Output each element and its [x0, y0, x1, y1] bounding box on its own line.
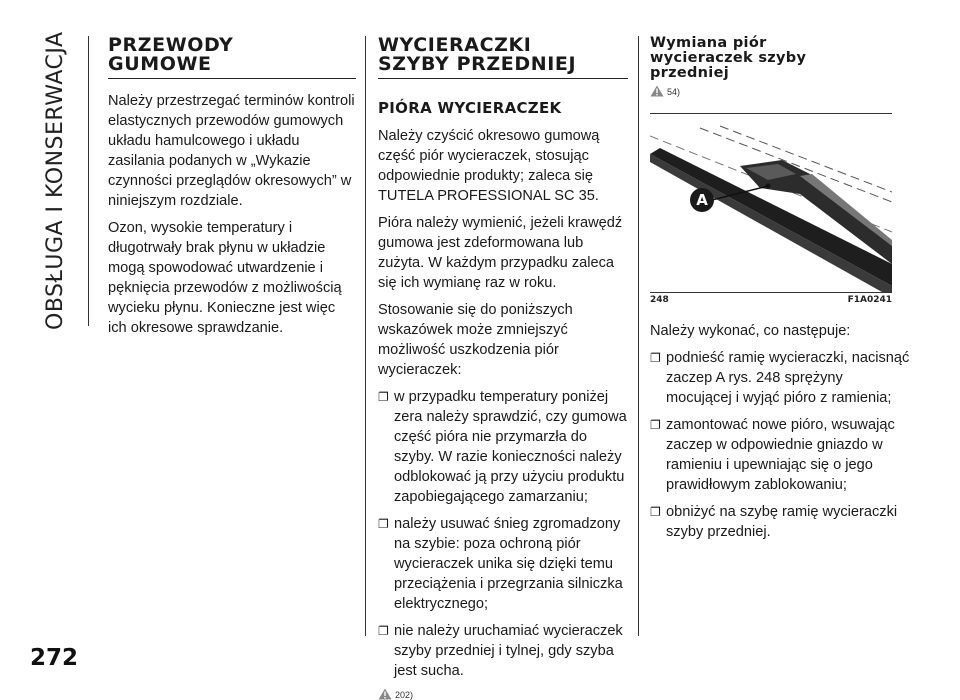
column-wiper-replacement — [650, 36, 910, 549]
list-item-text: podnieść ramię wycieraczki, nacisnąć zaczep A rys. 248 sprężyny mocującej i wyjąć pióro z ramienia; — [666, 350, 910, 406]
checkbox-bullet-icon: ❐ — [378, 624, 389, 638]
checkbox-bullet-icon: ❐ — [378, 517, 389, 531]
heading-line: WYCIERACZKI — [378, 34, 532, 56]
page-number: 272 — [30, 645, 79, 671]
column-divider — [88, 36, 89, 326]
list-item-text: obniżyć na szybę ramię wycieraczki szyby przedniej. — [666, 504, 898, 540]
wiper-blade-illustration — [650, 114, 892, 292]
checkbox-bullet-icon: ❐ — [650, 418, 661, 432]
paragraph: Ozon, wysokie temperatury i długotrwały brak płynu w układzie mogą spowodować utwardzenie i pęknięcia przewodów z możliwością wycieku płynu. Konieczne jest więc ich okresowe sprawdzanie. — [108, 220, 342, 336]
list-item — [650, 502, 910, 542]
section-sidebar-title: OBSŁUGA I KONSERWACJA — [43, 31, 68, 330]
paragraph: Pióra należy wymienić, jeżeli krawędź gumowa jest zdeformowana lub zużyta. W każdym przypadku zaleca się ich wymianę raz w roku. — [378, 215, 623, 291]
warning-reference — [378, 688, 628, 700]
warning-ref-number: 202) — [395, 690, 414, 700]
list-item — [378, 514, 628, 614]
list-item — [378, 621, 628, 681]
list-item-text: należy usuwać śnieg zgromadzony na szybie: poza ochroną piór wycieraczek unika się dzięki temu przeciążenia i przegrzania silniczka elektrycznego; — [394, 516, 623, 612]
checkbox-bullet-icon: ❐ — [650, 351, 661, 365]
heading-line: Wymiana piór — [650, 35, 767, 51]
warning-triangle-icon — [378, 688, 392, 700]
column-hoses — [108, 36, 356, 345]
heading-line: SZYBY PRZEDNIEJ — [378, 53, 577, 75]
list-item-text: w przypadku temperatury poniżej zera należy sprawdzić, czy gumowa część pióra nie przymarzła do szyby. W razie konieczności należy odblokować ją przy użyciu produktu zapobiegającego zamarzaniu; — [394, 389, 627, 505]
figure-code: F1A0241 — [847, 295, 892, 305]
list-item — [650, 348, 910, 408]
list-item — [650, 415, 910, 495]
figure-number: 248 — [650, 295, 669, 305]
list-item-text: zamontować nowe pióro, wsuwając zaczep w odpowiednie gniazdo w ramieniu i upewniając się o jego prawidłowym zablokowaniu; — [666, 417, 895, 493]
column-divider — [365, 36, 366, 636]
list-item-text: nie należy uruchamiać wycieraczek szyby przedniej i tylnej, gdy szyba jest sucha. — [394, 623, 623, 679]
wiper-blade-drawing — [650, 114, 892, 292]
paragraph: Należy przestrzegać terminów kontroli elastycznych przewodów gumowych układu hamulcowego i układu zasilania podanych w „Wykazie czynności przeglądów okresowych” w niniejszym rozdziale. — [108, 93, 355, 209]
column-divider — [638, 36, 639, 636]
warning-reference — [650, 85, 910, 97]
heading-line: wycieraczek szyby — [650, 50, 807, 66]
section-heading-wipers — [378, 36, 628, 79]
paragraph: Należy wykonać, co następuje: — [650, 323, 851, 339]
warning-triangle-icon — [650, 85, 664, 97]
heading-line: GUMOWE — [108, 53, 212, 75]
subheading-wiper-blades: PIÓRA WYCIERACZEK — [378, 99, 562, 117]
checkbox-bullet-icon: ❐ — [650, 505, 661, 519]
paragraph: Należy czyścić okresowo gumową część piór wycieraczek, stosując odpowiednie produkty; zaleca się TUTELA PROFESSIONAL SC 35. — [378, 128, 600, 204]
section-heading-replacement — [650, 36, 910, 81]
heading-line: PRZEWODY — [108, 34, 234, 56]
figure-bottom-rule — [650, 292, 892, 293]
callout-label: A — [696, 191, 708, 209]
callout-a-badge — [690, 188, 714, 212]
paragraph: Stosowanie się do poniższych wskazówek może zmniejszyć możliwość uszkodzenia piór wycieraczek: — [378, 302, 573, 378]
heading-line: przedniej — [650, 65, 729, 81]
column-wipers — [378, 36, 628, 700]
figure-248 — [650, 113, 892, 305]
figure-caption — [650, 295, 892, 305]
warning-ref-number: 54) — [667, 87, 681, 97]
list-item — [378, 387, 628, 507]
checkbox-bullet-icon: ❐ — [378, 390, 389, 404]
section-heading-hoses — [108, 36, 356, 79]
